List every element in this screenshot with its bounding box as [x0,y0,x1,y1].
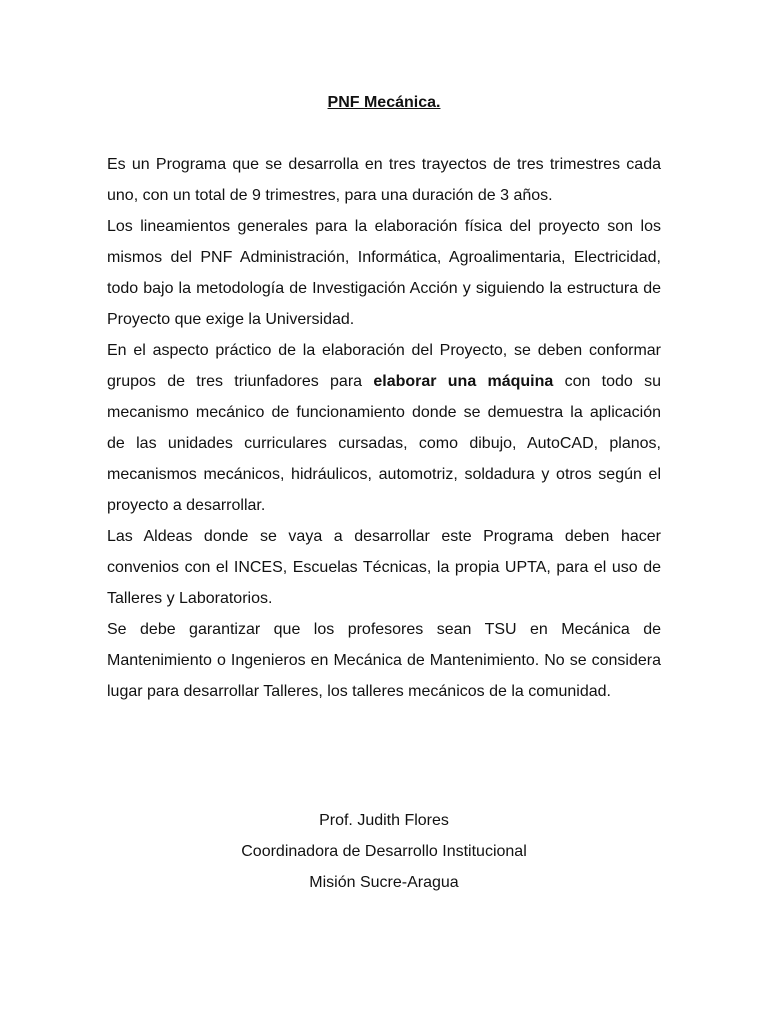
document-title: PNF Mecánica. [327,94,441,111]
paragraph-aldeas-agreements: Las Aldeas donde se vaya a desarrollar este Programa deben hacer convenios con el INCES, Escuelas Técnicas, la propia UPTA, para el uso de Talleres y Laboratorios. [107,528,661,607]
signature-role: Coordinadora de Desarrollo Institucional [241,843,527,860]
document-body [107,149,661,707]
paragraph-practical-aspect-rest: con todo su mecanismo mecánico de funcionamiento donde se demuestra la aplicación de las unidades curriculares cursadas, como dibujo, AutoCAD, planos, mecanismos mecánicos, hidráulicos, automotriz, soldadura y otros según el proyecto a desarrollar. [107,373,661,514]
paragraph-program-duration: Es un Programa que se desarrolla en tres trayectos de tres trimestres cada uno, con un total de 9 trimestres, para una duración de 3 años. [107,156,661,204]
paragraph-practical-aspect-emphasis: elaborar una máquina [373,373,554,390]
paragraph-practical-aspect-intro: En el aspecto práctico de la elaboración del Proyecto, se deben conformar grupos de tres triunfadores para [107,342,661,390]
signature-block [0,805,768,898]
signature-name: Prof. Judith Flores [319,812,449,829]
paragraph-teacher-requirements: Se debe garantizar que los profesores sean TSU en Mecánica de Mantenimiento o Ingenieros en Mecánica de Mantenimiento. No se considera lugar para desarrollar Talleres, los talleres mecánicos de la comunidad. [107,621,661,700]
paragraph-project-guidelines: Los lineamientos generales para la elaboración física del proyecto son los mismos del PNF Administración, Informática, Agroalimentaria, Electricidad, todo bajo la metodología de Investigación Acción y siguiendo la estructura de Proyecto que exige la Universidad. [107,218,661,328]
signature-organization: Misión Sucre-Aragua [309,874,459,891]
paragraph-practical-aspect [107,335,661,521]
